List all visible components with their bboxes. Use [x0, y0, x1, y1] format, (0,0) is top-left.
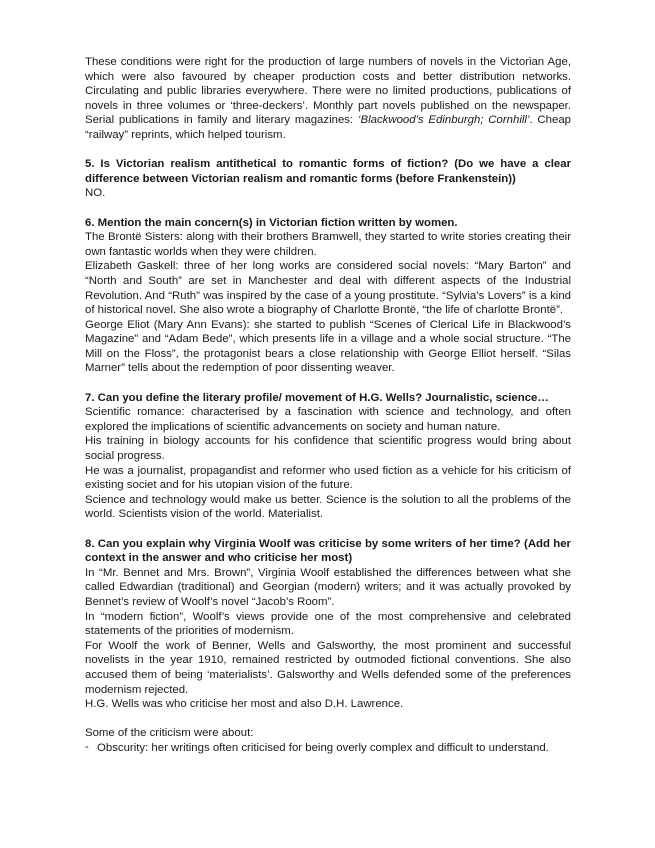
intro-text: These conditions were right for the production of large numbers of novels in the Victorian Age, which were also favoured by cheaper production costs and better distribution networks. Circulating and public libraries everywhere. There were no limited productions, publications of novels in three volumes or ‘three-deckers’. Monthly part novels published on the newspaper. Serial publications in family and literary magazines: — [85, 56, 571, 127]
q6-paragraph-bronte: The Brontë Sisters: along with their brothers Bramwell, they started to write stories creating their own fantastic worlds when they were children. — [85, 231, 571, 258]
q7-paragraph-1: Scientific romance: characterised by a fascination with science and technology, and often explored the implications of scientific advancements on society and human nature. — [85, 406, 571, 433]
list-item — [85, 741, 571, 756]
criticism-intro: Some of the criticism were about: — [85, 727, 254, 740]
q6-paragraph-gaskell: Elizabeth Gaskell: three of her long works are considered social novels: “Mary Barton” and “North and South” are set in Manchester and deal with different aspects of the Industrial Revolution. And “Ruth” was inspired by the case of a young prostitute. “Sylvia’s Lovers” is a kind of historical novel. She also wrote a biography of Charlotte Brontë, “the life of charlotte Brontë”. — [85, 260, 571, 317]
q8-paragraph-2: In “modern fiction”, Woolf’s views provide one of the most comprehensive and celebrated statements of the priorities of modernism. — [85, 610, 571, 638]
q7-paragraph-4: Science and technology would make us better. Science is the solution to all the problems of the world. Scientists vision of the world. Materialist. — [85, 493, 571, 521]
q8-paragraph-1: In “Mr. Bennet and Mrs. Brown”, Virginia Woolf established the differences between what she called Edwardian (traditional) and Georgian (modern) writers; and it was actually provoked by Bennet’s review of Woolf’s novel “Jacob’s Room”. — [85, 566, 571, 608]
q7-paragraph-2: His training in biology accounts for his confidence that scientific progress would bring about social progress. — [85, 435, 571, 463]
question-6: 6. Mention the main concern(s) in Victorian fiction written by women. — [85, 216, 458, 229]
intro-paragraph — [85, 55, 571, 143]
q8-paragraph-4: H.G. Wells was who criticise her most and also D.H. Lawrence. — [85, 698, 404, 711]
intro-tail: . Cheap “railway” reprints, which helped tourism. — [85, 114, 571, 141]
question-5: 5. Is Victorian realism antithetical to romantic forms of fiction? (Do we have a clear difference between Victorian realism and romantic forms (before Frankenstein)) — [85, 158, 571, 185]
list-item-text: Obscurity: her writings often criticised for being overly complex and difficult to understand. — [97, 741, 549, 754]
document-page — [85, 55, 571, 756]
q7-paragraph-3: He was a journalist, propagandist and reformer who used fiction as a vehicle for his criticism of existing societ and for his utopian vision of the future. — [85, 464, 571, 492]
answer-5: NO. — [85, 187, 106, 200]
bullet-dash: - — [85, 740, 89, 753]
question-7: 7. Can you define the literary profile/ movement of H.G. Wells? Journalistic, science… — [85, 391, 549, 404]
q8-paragraph-3: For Woolf the work of Benner, Wells and Galsworthy, the most prominent and successful novelists in the year 1910, remained restricted by outmoded fictional conventions. She also accused them of being ‘materialists’. Galsworthy and Wells defended some of the preferences modernism rejected. — [85, 639, 571, 696]
question-8: 8. Can you explain why Virginia Woolf was criticise by some writers of her time? (Add her context in the answer and who criticise her most) — [85, 537, 571, 565]
criticism-list — [85, 741, 571, 756]
magazine-names: ‘Blackwood’s Edinburgh; Cornhill’ — [357, 114, 530, 127]
q6-paragraph-eliot: George Eliot (Mary Ann Evans): she started to publish “Scenes of Clerical Life in Blackwood’s Magazine” and “Adam Bede”, which presents life in a village and a whole social structure. “The Mill on the Floss”, the protagonist bears a close relationship with George Elliot herself. “Silas Marner” tells about the redemption of poor dissenting weaver. — [85, 318, 571, 375]
